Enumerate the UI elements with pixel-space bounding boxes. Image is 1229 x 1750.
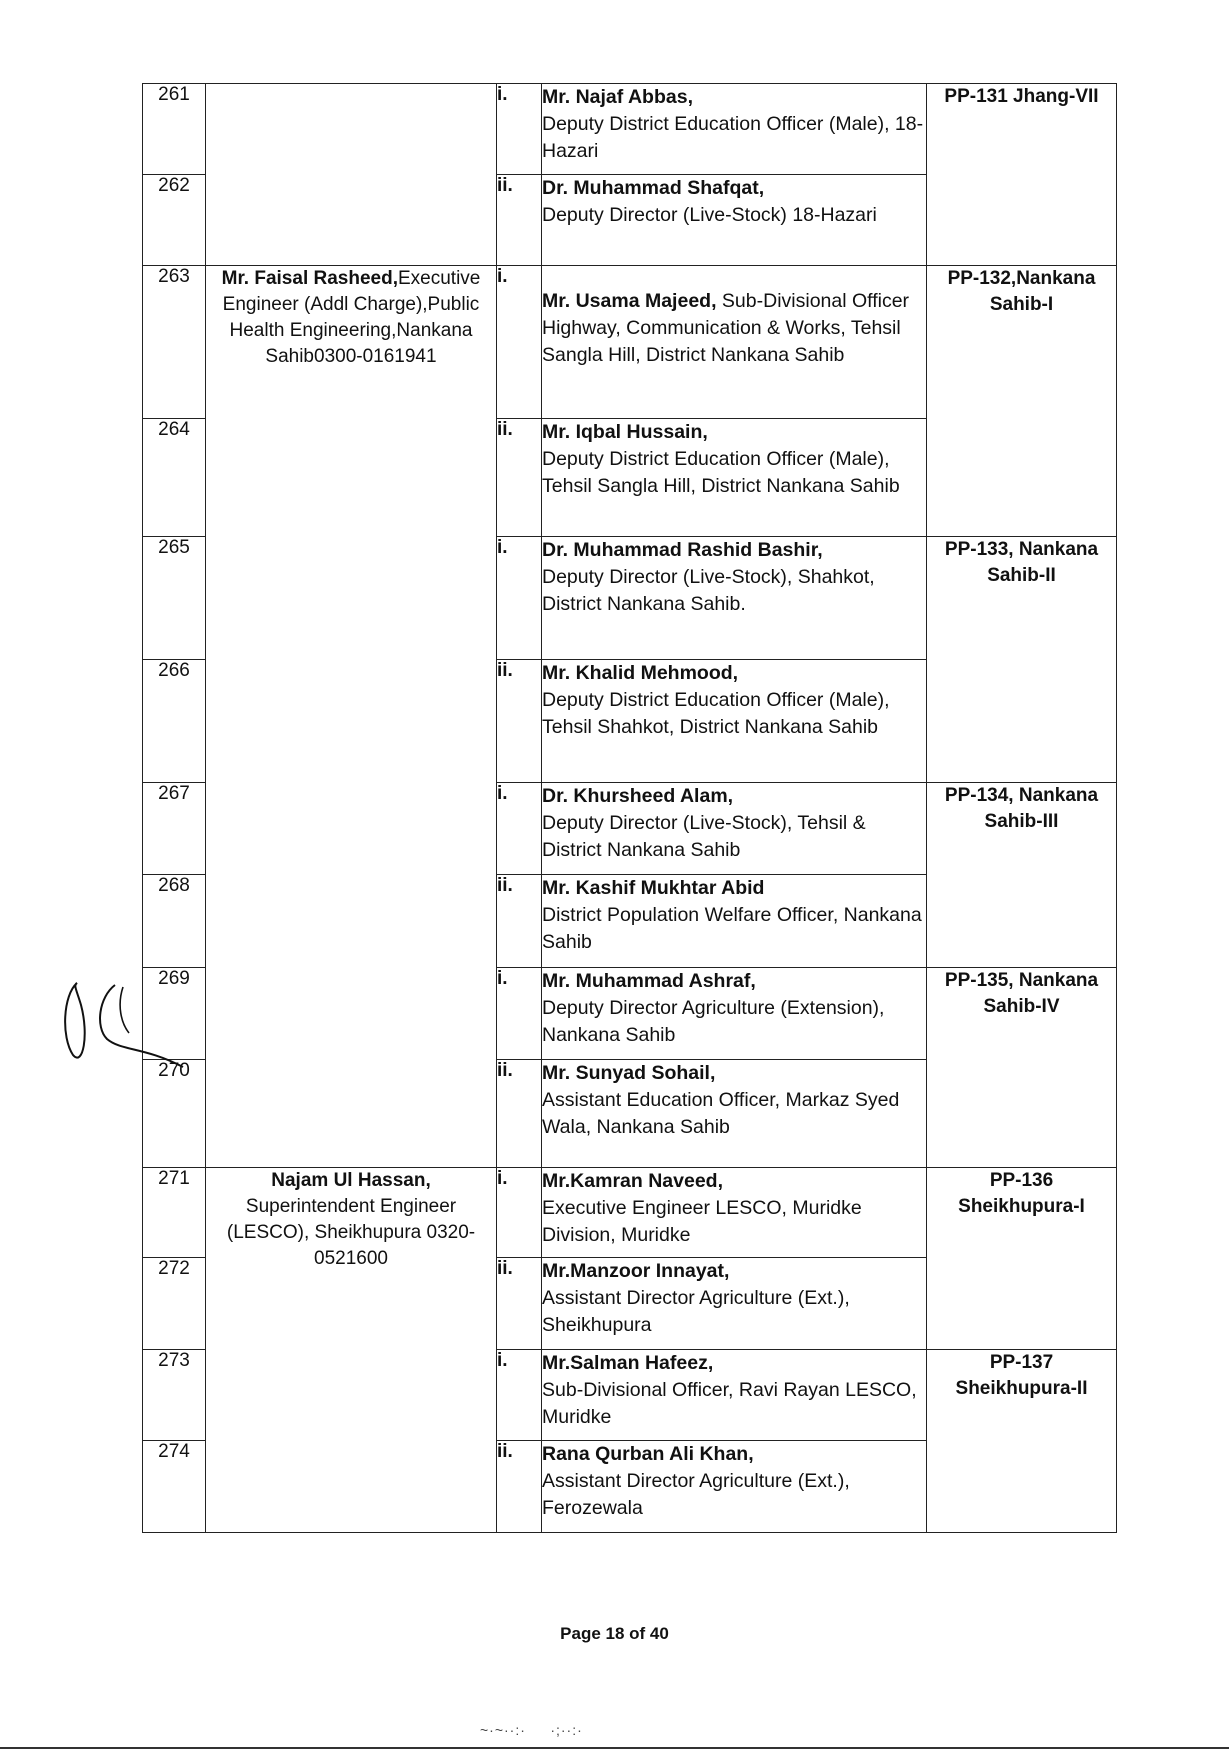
serial-number: 266 — [143, 660, 206, 783]
serial-number: 264 — [143, 419, 206, 537]
roman-index: i. — [497, 783, 542, 875]
person-cell — [542, 968, 927, 1060]
person-name: Dr. Muhammad Rashid Bashir, — [542, 539, 823, 561]
officer-cell — [206, 1168, 497, 1533]
serial-number: 272 — [143, 1258, 206, 1350]
person-name: Mr. Najaf Abbas, — [542, 86, 693, 108]
table-row — [143, 1168, 1117, 1258]
person-designation: Deputy Director (Live-Stock), Tehsil & District Nankana Sahib — [542, 812, 866, 861]
person-designation: Deputy Director (Live-Stock), Shahkot, District Nankana Sahib. — [542, 566, 875, 615]
person-name: Mr. Iqbal Hussain, — [542, 421, 708, 443]
person-designation: Assistant Director Agriculture (Ext.), Sheikhupura — [542, 1287, 850, 1336]
person-cell — [542, 537, 927, 660]
person-cell — [542, 419, 927, 537]
person-name: Mr. Kashif Mukhtar Abid — [542, 877, 765, 899]
serial-number: 265 — [143, 537, 206, 660]
person-cell — [542, 1350, 927, 1441]
person-cell — [542, 1258, 927, 1350]
roman-index: i. — [497, 84, 542, 175]
scan-stamp-marks: ~·~··:· ·;··:· — [480, 1722, 583, 1738]
table-row — [143, 84, 1117, 175]
table-row — [143, 266, 1117, 419]
roman-index: ii. — [497, 1441, 542, 1533]
handwritten-signature — [55, 975, 195, 1085]
officer-designation: Executive Engineer (Addl Charge),Public Health Engineering,Nankana Sahib0300-0161941 — [222, 268, 481, 367]
person-designation: Deputy District Education Officer (Male), 18-Hazari — [542, 113, 924, 162]
serial-number: 274 — [143, 1441, 206, 1533]
person-name: Mr. Muhammad Ashraf, — [542, 970, 756, 992]
serial-number: 262 — [143, 175, 206, 266]
person-name: Mr.Kamran Naveed, — [542, 1170, 723, 1192]
person-name: Dr. Khursheed Alam, — [542, 785, 734, 807]
roman-index: ii. — [497, 175, 542, 266]
person-cell — [542, 783, 927, 875]
person-cell — [542, 84, 927, 175]
person-designation: Deputy District Education Officer (Male), Tehsil Shahkot, District Nankana Sahib — [542, 689, 890, 738]
serial-number: 270 — [143, 1060, 206, 1168]
officer-cell-empty — [206, 84, 497, 266]
person-designation: Assistant Director Agriculture (Ext.), Ferozewala — [542, 1470, 850, 1519]
roman-index: i. — [497, 968, 542, 1060]
constituency: PP-134, Nankana Sahib-III — [927, 783, 1117, 968]
person-designation: Sub-Divisional Officer Highway, Communication & Works, Tehsil Sangla Hill, District Nankana Sahib — [542, 290, 910, 366]
constituency: PP-136 Sheikhupura-I — [927, 1168, 1117, 1350]
person-designation: Sub-Divisional Officer, Ravi Rayan LESCO, Muridke — [542, 1379, 917, 1428]
officer-name: Mr. Faisal Rasheed, — [221, 268, 398, 289]
person-designation: Executive Engineer LESCO, Muridke Division, Muridke — [542, 1197, 862, 1246]
person-cell — [542, 1441, 927, 1533]
serial-number: 263 — [143, 266, 206, 419]
roman-index: ii. — [497, 1258, 542, 1350]
serial-number: 269 — [143, 968, 206, 1060]
roman-index: ii. — [497, 1060, 542, 1168]
person-designation: Deputy Director Agriculture (Extension), Nankana Sahib — [542, 997, 885, 1046]
roman-index: i. — [497, 266, 542, 419]
person-name: Mr.Manzoor Innayat, — [542, 1260, 730, 1282]
serial-number: 267 — [143, 783, 206, 875]
person-designation: District Population Welfare Officer, Nankana Sahib — [542, 904, 922, 953]
roman-index: ii. — [497, 875, 542, 968]
serial-number: 271 — [143, 1168, 206, 1258]
person-name: Mr. Sunyad Sohail, — [542, 1062, 716, 1084]
officer-name: Najam Ul Hassan, — [271, 1170, 431, 1191]
person-cell — [542, 1168, 927, 1258]
roman-index: i. — [497, 537, 542, 660]
constituency: PP-132,Nankana Sahib-I — [927, 266, 1117, 537]
roman-index: ii. — [497, 419, 542, 537]
person-name: Dr. Muhammad Shafqat, — [542, 177, 765, 199]
page-number: Page 18 of 40 — [560, 1624, 669, 1643]
person-name: Mr. Usama Majeed, — [542, 290, 717, 312]
roman-index: i. — [497, 1168, 542, 1258]
serial-number: 268 — [143, 875, 206, 968]
bottom-border-line — [0, 1747, 1229, 1749]
person-cell — [542, 266, 927, 419]
constituency: PP-131 Jhang-VII — [927, 84, 1117, 266]
person-cell — [542, 660, 927, 783]
constituency: PP-135, Nankana Sahib-IV — [927, 968, 1117, 1168]
person-name: Mr. Khalid Mehmood, — [542, 662, 739, 684]
officer-assignment-table — [142, 83, 1117, 1533]
person-cell — [542, 875, 927, 968]
person-name: Rana Qurban Ali Khan, — [542, 1443, 754, 1465]
roman-index: i. — [497, 1350, 542, 1441]
officer-designation: Superintendent Engineer (LESCO), Sheikhupura 0320-0521600 — [226, 1196, 476, 1269]
person-cell — [542, 175, 927, 266]
person-designation: Deputy Director (Live-Stock) 18-Hazari — [542, 204, 877, 226]
person-cell — [542, 1060, 927, 1168]
constituency: PP-133, Nankana Sahib-II — [927, 537, 1117, 783]
serial-number: 261 — [143, 84, 206, 175]
roman-index: ii. — [497, 660, 542, 783]
person-designation: Assistant Education Officer, Markaz Syed Wala, Nankana Sahib — [542, 1089, 900, 1138]
person-designation: Deputy District Education Officer (Male), Tehsil Sangla Hill, District Nankana Sahib — [542, 448, 900, 497]
officer-cell — [206, 266, 497, 1168]
constituency: PP-137 Sheikhupura-II — [927, 1350, 1117, 1533]
person-name: Mr.Salman Hafeez, — [542, 1352, 714, 1374]
serial-number: 273 — [143, 1350, 206, 1441]
